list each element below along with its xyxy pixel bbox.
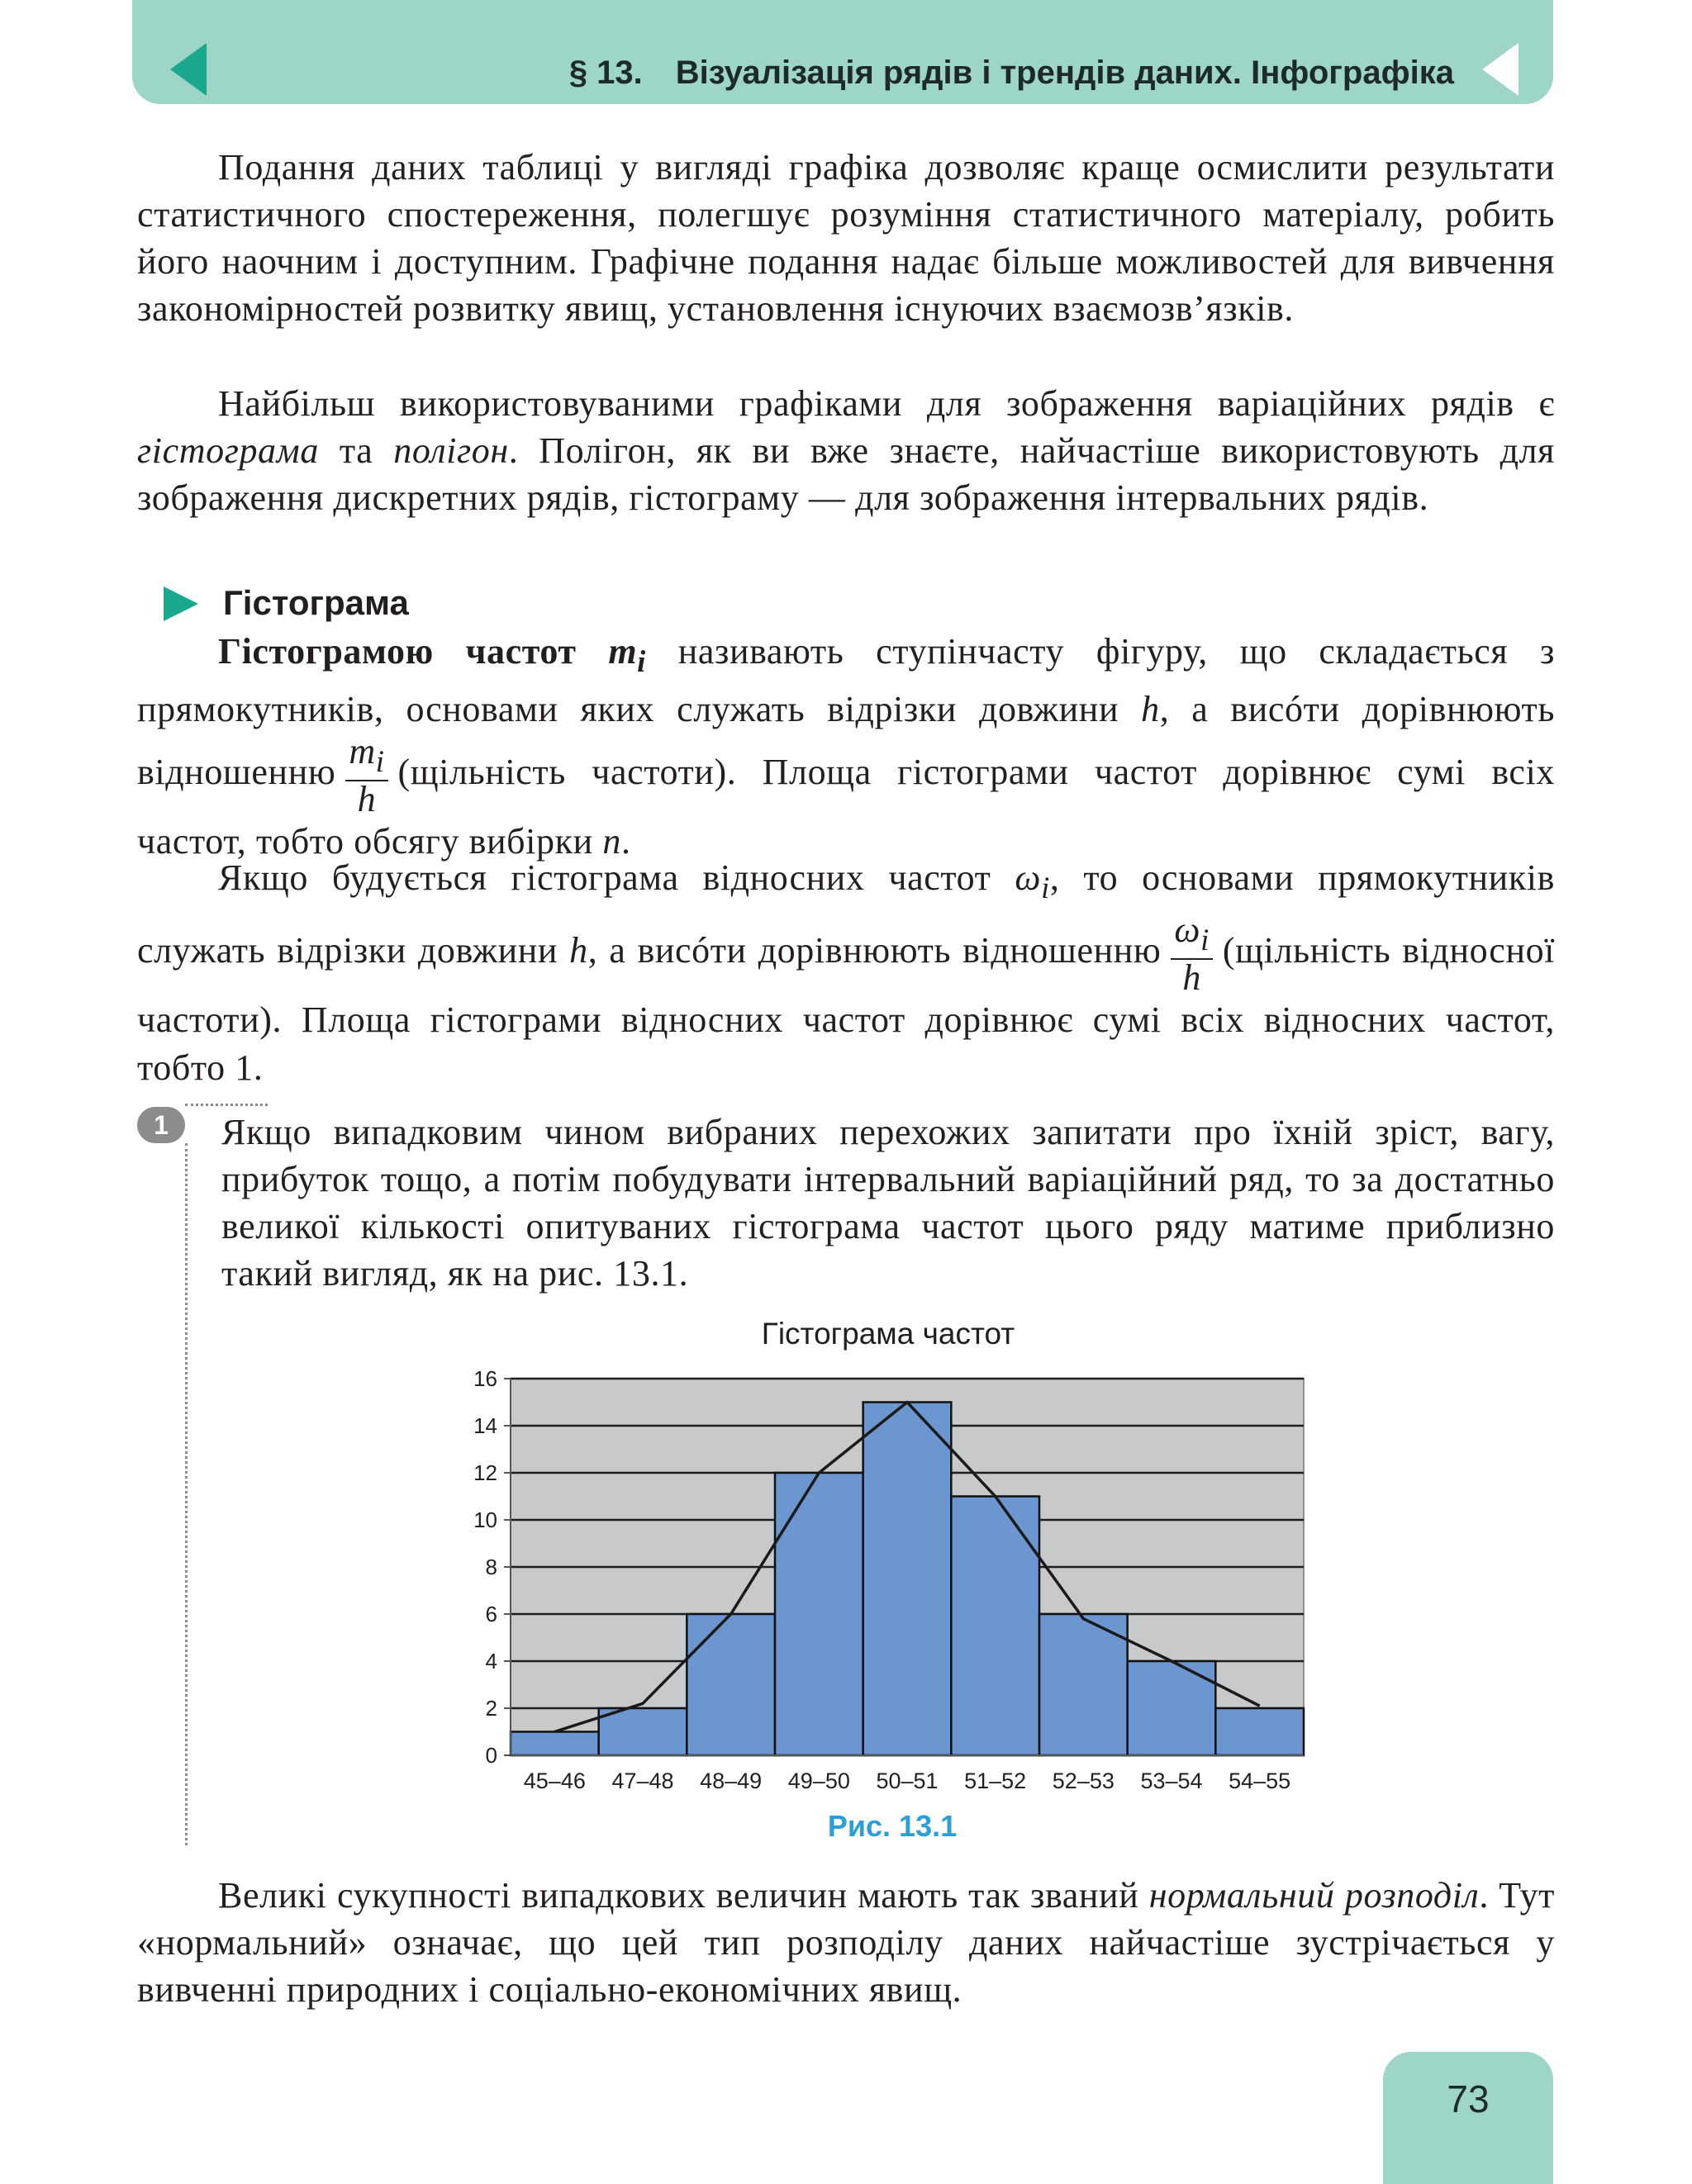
x-tick-label: 50–51: [876, 1769, 939, 1793]
histogram-bar: [511, 1732, 599, 1756]
frac-sub: i: [1200, 922, 1210, 957]
text: Великі сукупності випадкових величин мають так званий: [218, 1875, 1149, 1916]
frac-num: m: [349, 730, 376, 772]
paragraph-6: [137, 1872, 1555, 2013]
y-tick-label: 0: [485, 1743, 497, 1768]
x-tick-label: 48–49: [700, 1769, 763, 1793]
y-tick-label: 14: [473, 1413, 497, 1438]
y-tick-label: 10: [473, 1507, 497, 1532]
text: та: [318, 430, 394, 471]
fraction-m-over-h: [345, 730, 387, 819]
y-tick-label: 6: [485, 1602, 497, 1626]
frac-den: h: [1182, 957, 1201, 998]
play-triangle-icon: [164, 586, 198, 621]
page-number: 73: [1447, 2077, 1490, 2120]
fraction-omega-over-h: [1171, 909, 1212, 998]
histogram-chart: [446, 1363, 1322, 1801]
frac-den: h: [357, 778, 377, 819]
x-tick-label: 45–46: [523, 1769, 586, 1793]
math-h: h: [569, 929, 588, 971]
x-tick-label: 47–48: [611, 1769, 674, 1793]
text: , а висóти дорівнюють відношенню: [137, 688, 1555, 792]
term-histogram: гістограма: [137, 430, 319, 471]
histogram-bar: [951, 1497, 1039, 1756]
text: , а висóти дорівнюють відношенню: [587, 929, 1162, 971]
header-title: [496, 53, 1454, 93]
figure-caption: Рис. 13.1: [827, 1809, 958, 1843]
x-tick-label: 54–55: [1229, 1769, 1291, 1793]
text: .: [620, 820, 631, 862]
chart-title: Гістограма частот: [761, 1317, 1015, 1351]
frac-sub: i: [375, 743, 385, 778]
term-polygon: полігон: [393, 430, 509, 471]
text: Якщо будується гістограма відносних частот: [218, 857, 1015, 898]
text: Найбільш використовуваними графіками для зображення варіаційних рядів є: [218, 383, 1555, 424]
x-tick-label: 51–52: [964, 1769, 1027, 1793]
text: називають ступінчасту фігуру, що складається з прямокутників, основами яких служать відрізки довжини: [137, 631, 1555, 729]
heading-text: Гістограма: [223, 583, 409, 622]
math-m: m: [608, 631, 638, 672]
y-tick-label: 12: [473, 1460, 497, 1485]
histogram-bar: [687, 1614, 775, 1755]
histogram-bar: [1215, 1708, 1304, 1755]
histogram-bar: [1039, 1614, 1128, 1755]
section-title: Візуалізація рядів і трендів даних. Інфографіка: [675, 55, 1454, 91]
text: , то основами прямокутників служать відрізки довжини: [137, 857, 1556, 971]
exercise-badge: 1: [137, 1107, 185, 1143]
math-sub: i: [637, 643, 646, 678]
paragraph-3: [137, 628, 1555, 866]
math-n: n: [602, 820, 621, 862]
paragraph-2: [137, 380, 1555, 521]
dotted-divider: [185, 1104, 268, 1106]
back-arrow-icon[interactable]: [170, 43, 207, 96]
x-tick-label: 52–53: [1052, 1769, 1115, 1793]
section-number: § 13.: [568, 55, 643, 91]
histogram-bar: [775, 1473, 863, 1755]
frac-num: ω: [1174, 909, 1201, 950]
x-tick-label: 53–54: [1140, 1769, 1203, 1793]
x-tick-label: 49–50: [787, 1769, 850, 1793]
math-h: h: [1141, 688, 1160, 729]
paragraph-5: Якщо випадковим чином вибраних перехожих запитати про їхній зріст, вагу, прибуток тощо, а потім побудувати інтервальний варіаційний ряд, то за достатньо великої кількості опитуваних гістограма частот цього ряду матиме приблизно такий вигляд, як на рис. 13.1.: [221, 1112, 1555, 1294]
math-sub: i: [1041, 870, 1050, 904]
term-normal-distribution: нормальний розподіл: [1148, 1875, 1480, 1916]
dotted-margin-line: [185, 1143, 188, 1845]
definition-term: Гістограмою частот: [218, 631, 609, 672]
paragraph-4: [137, 854, 1555, 1092]
paragraph-1: Подання даних таблиці у вигляді графіка дозволяє краще осмислити результати статистичного спостереження, полегшує розуміння статистичного матеріалу, робить його наочним і доступним. Графічне подання надає більше можливостей для вивчення закономірностей розвитку явищ, установлення існуючих взаємозв’язків.: [137, 147, 1555, 329]
y-tick-label: 8: [485, 1555, 497, 1579]
text: (щільність частоти). Площа гістограми частот дорівнює сумі всіх частот, тобто обсягу вибірки: [137, 751, 1555, 862]
y-tick-label: 2: [485, 1696, 497, 1721]
forward-arrow-icon[interactable]: [1482, 43, 1519, 96]
y-tick-label: 4: [485, 1649, 497, 1674]
text: . Полігон, як ви вже знаєте, найчастіше використовують для зображення дискретних рядів, гістограму — для зображення інтервальних рядів.: [137, 430, 1555, 518]
text: (щільність відносної частоти). Площа гістограми відносних частот дорівнює сумі всіх відносних частот, тобто 1.: [137, 929, 1556, 1088]
text: . Тут «нормальний» означає, що цей тип розподілу даних найчастіше зустрічається у вивченні природних і соціально-економічних явищ.: [137, 1875, 1555, 2010]
histogram-bar: [863, 1403, 952, 1756]
y-tick-label: 16: [473, 1366, 497, 1391]
math-omega: ω: [1015, 857, 1042, 898]
histogram-bar: [599, 1708, 687, 1755]
